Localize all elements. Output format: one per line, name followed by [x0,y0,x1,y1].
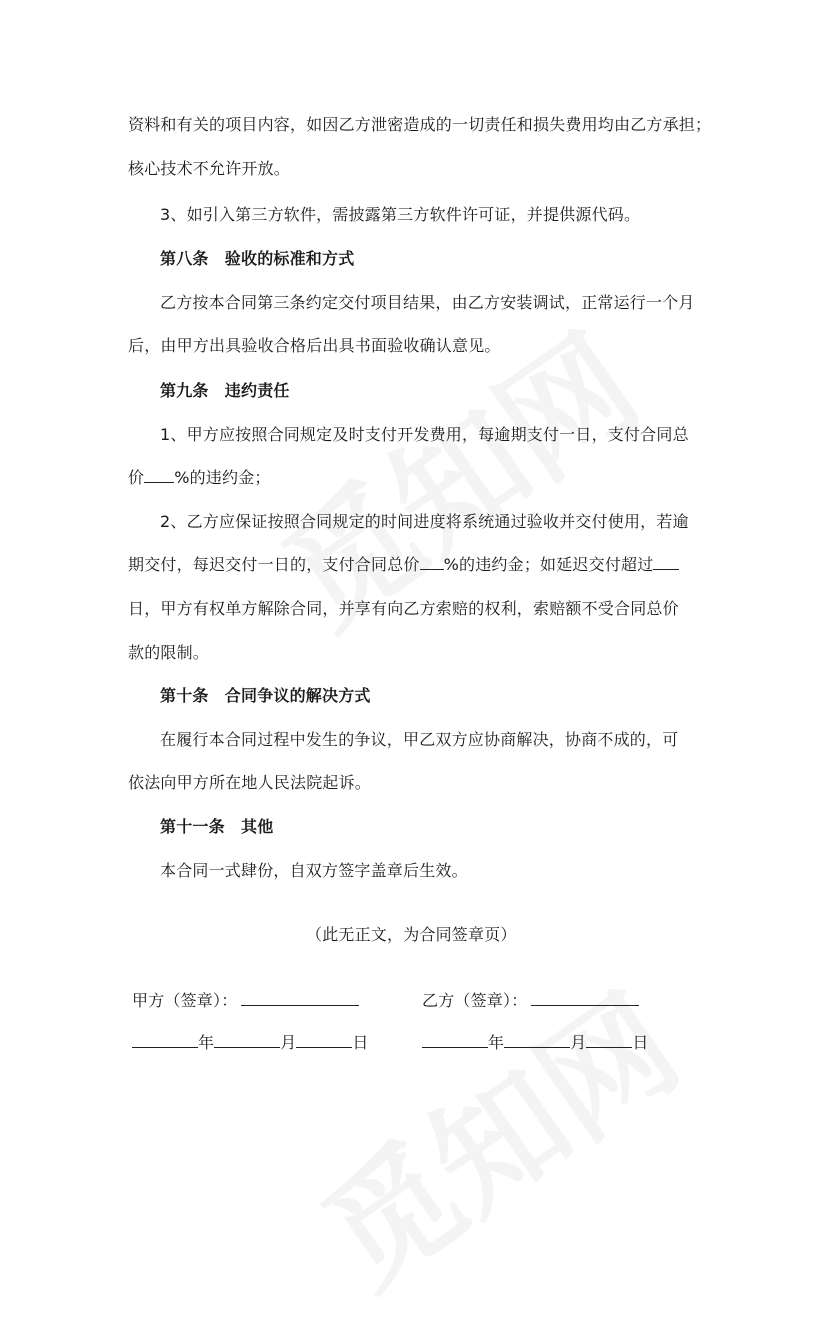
paragraph-line: 依法向甲方所在地人民法院起诉。 [128,773,372,792]
blank-line [422,1033,488,1048]
blank-line [586,1033,632,1048]
text-fragment: 期交付，每迟交付一日的，支付合同总价 [128,555,420,574]
party-a-date [132,1030,369,1053]
section-heading: 第十一条 其他 [160,817,274,836]
text-fragment: %的违约金；如延迟交付超过 [443,555,654,574]
text-fragment: %的违约金； [174,468,271,487]
paragraph-line: 资料和有关的项目内容，如因乙方泄密造成的一切责任和损失费用均由乙方承担； [128,115,712,134]
paragraph-line: 核心技术不允许开放。 [128,159,291,178]
blank-line [241,991,359,1006]
paragraph-line [128,552,679,575]
party-a-signature [132,988,359,1011]
month-label: 月 [570,1033,587,1052]
section-heading: 第八条 验收的标准和方式 [160,249,355,268]
blank-line [653,553,679,570]
party-a-label: 甲方（签章）： [132,991,238,1010]
blank-line [214,1033,280,1048]
signature-page-note: （此无正文，为合同签章页） [306,925,517,944]
month-label: 月 [280,1033,297,1052]
paragraph-line: 2、乙方应保证按照合同规定的时间进度将系统通过验收并交付使用，若逾 [160,512,689,531]
paragraph-line: 在履行本合同过程中发生的争议，甲乙双方应协商解决，协商不成的，可 [160,730,679,749]
day-label: 日 [352,1033,369,1052]
text-fragment: 价 [128,468,145,487]
day-label: 日 [632,1033,649,1052]
section-heading: 第十条 合同争议的解决方式 [160,686,371,705]
paragraph-line: 款的限制。 [128,643,210,662]
blank-line [132,1033,198,1048]
party-b-label: 乙方（签章）： [422,991,528,1010]
blank-line [504,1033,570,1048]
blank-line [144,466,174,483]
party-b-signature [422,988,639,1011]
blank-line [420,553,444,570]
paragraph-line: 日，甲方有权单方解除合同，并享有向乙方索赔的权利，索赔额不受合同总价 [128,599,679,618]
blank-line [531,991,639,1006]
paragraph-line: 1、甲方应按照合同规定及时支付开发费用，每逾期支付一日，支付合同总 [160,425,689,444]
paragraph-line: 本合同一式肆份，自双方签字盖章后生效。 [160,861,468,880]
section-heading: 第九条 违约责任 [160,381,290,400]
party-b-date [422,1030,649,1053]
blank-line [296,1033,352,1048]
paragraph-line [128,465,271,488]
year-label: 年 [198,1033,215,1052]
paragraph-line: 后，由甲方出具验收合格后出具书面验收确认意见。 [128,336,501,355]
paragraph-line: 3、如引入第三方软件，需披露第三方软件许可证，并提供源代码。 [160,205,641,224]
paragraph-line: 乙方按本合同第三条约定交付项目结果，由乙方安装调试，正常运行一个月 [160,293,695,312]
year-label: 年 [488,1033,505,1052]
